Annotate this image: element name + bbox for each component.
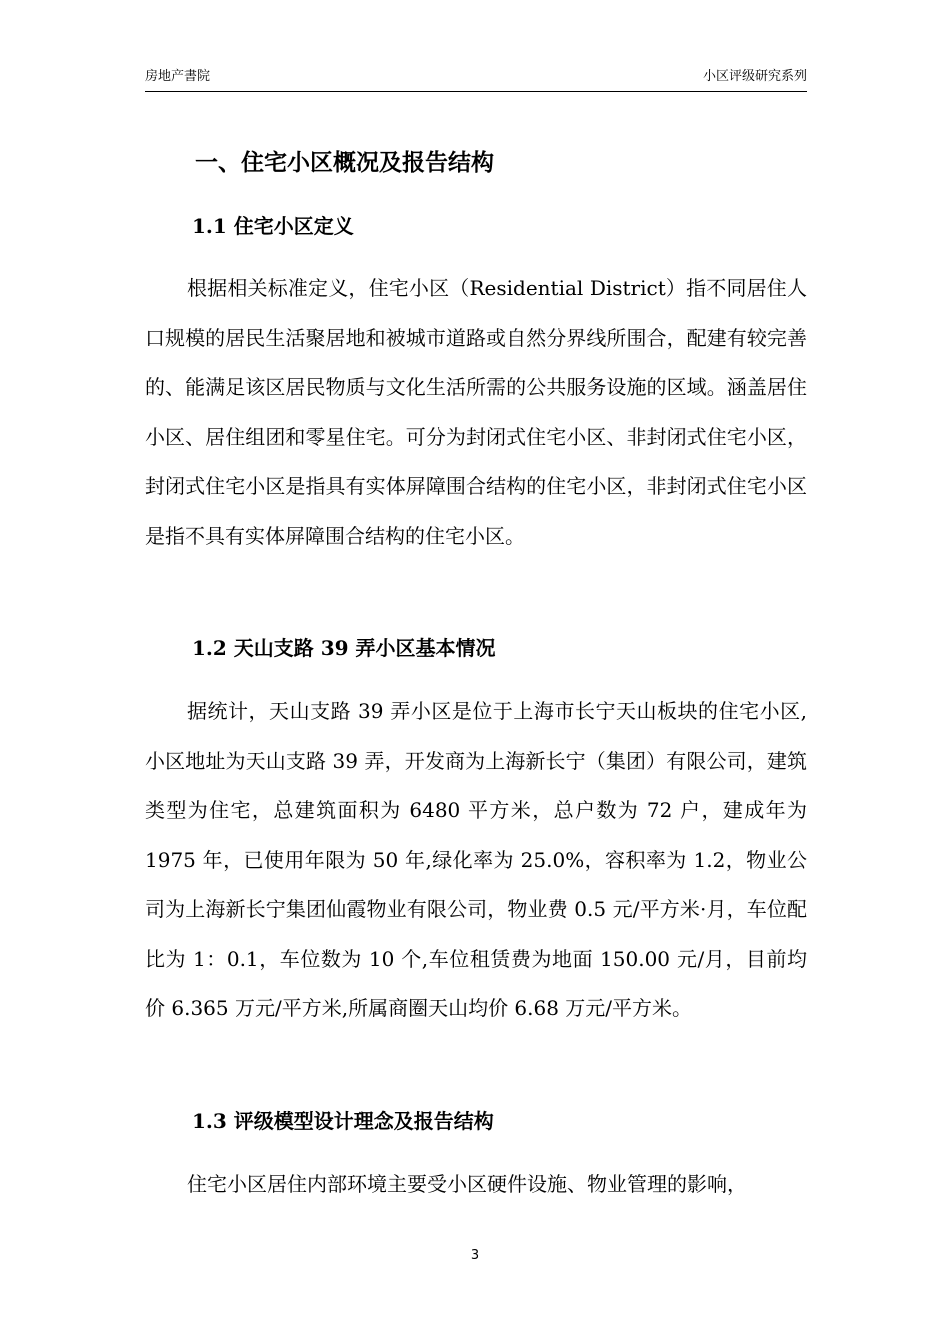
section-1-2-title: 1.2 天山支路 39 弄小区基本情况 [192,636,496,660]
page-number: 3 [470,1248,480,1263]
section-1-2-paragraph: 据统计，天山支路 39 弄小区是位于上海市长宁天山板块的住宅小区,小区地址为天山支路 39 弄，开发商为上海新长宁（集团）有限公司，建筑类型为住宅，总建筑面积为 6480 平方米，总户数为 72 户，建成年为 1975 年，已使用年限为 50 年,绿化率为 25.0%，容积率为 1.2，物业公司为上海新长宁集团仙霞物业有限公司，物业费 0.5 元/平方米·月，车位配比为 1：0.1，车位数为 10 个,车位租赁费为地面 150.00 元/月，目前均价 6.365 万元/平方米,所属商圈天山均价 6.68 万元/平方米。 [145,699,807,1020]
section-1-3-title: 1.3 评级模型设计理念及报告结构 [192,1109,494,1133]
header-series-title: 小区评级研究系列 [702,69,807,84]
header-publisher: 房地产書院 [145,69,211,84]
chapter-title: 一、住宅小区概况及报告结构 [195,149,494,176]
page-header [145,66,807,88]
section-1-3-paragraph: 住宅小区居住内部环境主要受小区硬件设施、物业管理的影响， [187,1172,747,1196]
section-1-1-title: 1.1 住宅小区定义 [192,214,354,238]
header-divider [145,91,807,92]
section-1-1-paragraph: 根据相关标准定义，住宅小区（Residential District）指不同居住人口规模的居民生活聚居地和被城市道路或自然分界线所围合，配建有较完善的、能满足该区居民物质与文化生活所需的公共服务设施的区域。涵盖居住小区、居住组团和零星住宅。可分为封闭式住宅小区、非封闭式住宅小区，封闭式住宅小区是指具有实体屏障围合结构的住宅小区，非封闭式住宅小区是指不具有实体屏障围合结构的住宅小区。 [145,276,807,548]
